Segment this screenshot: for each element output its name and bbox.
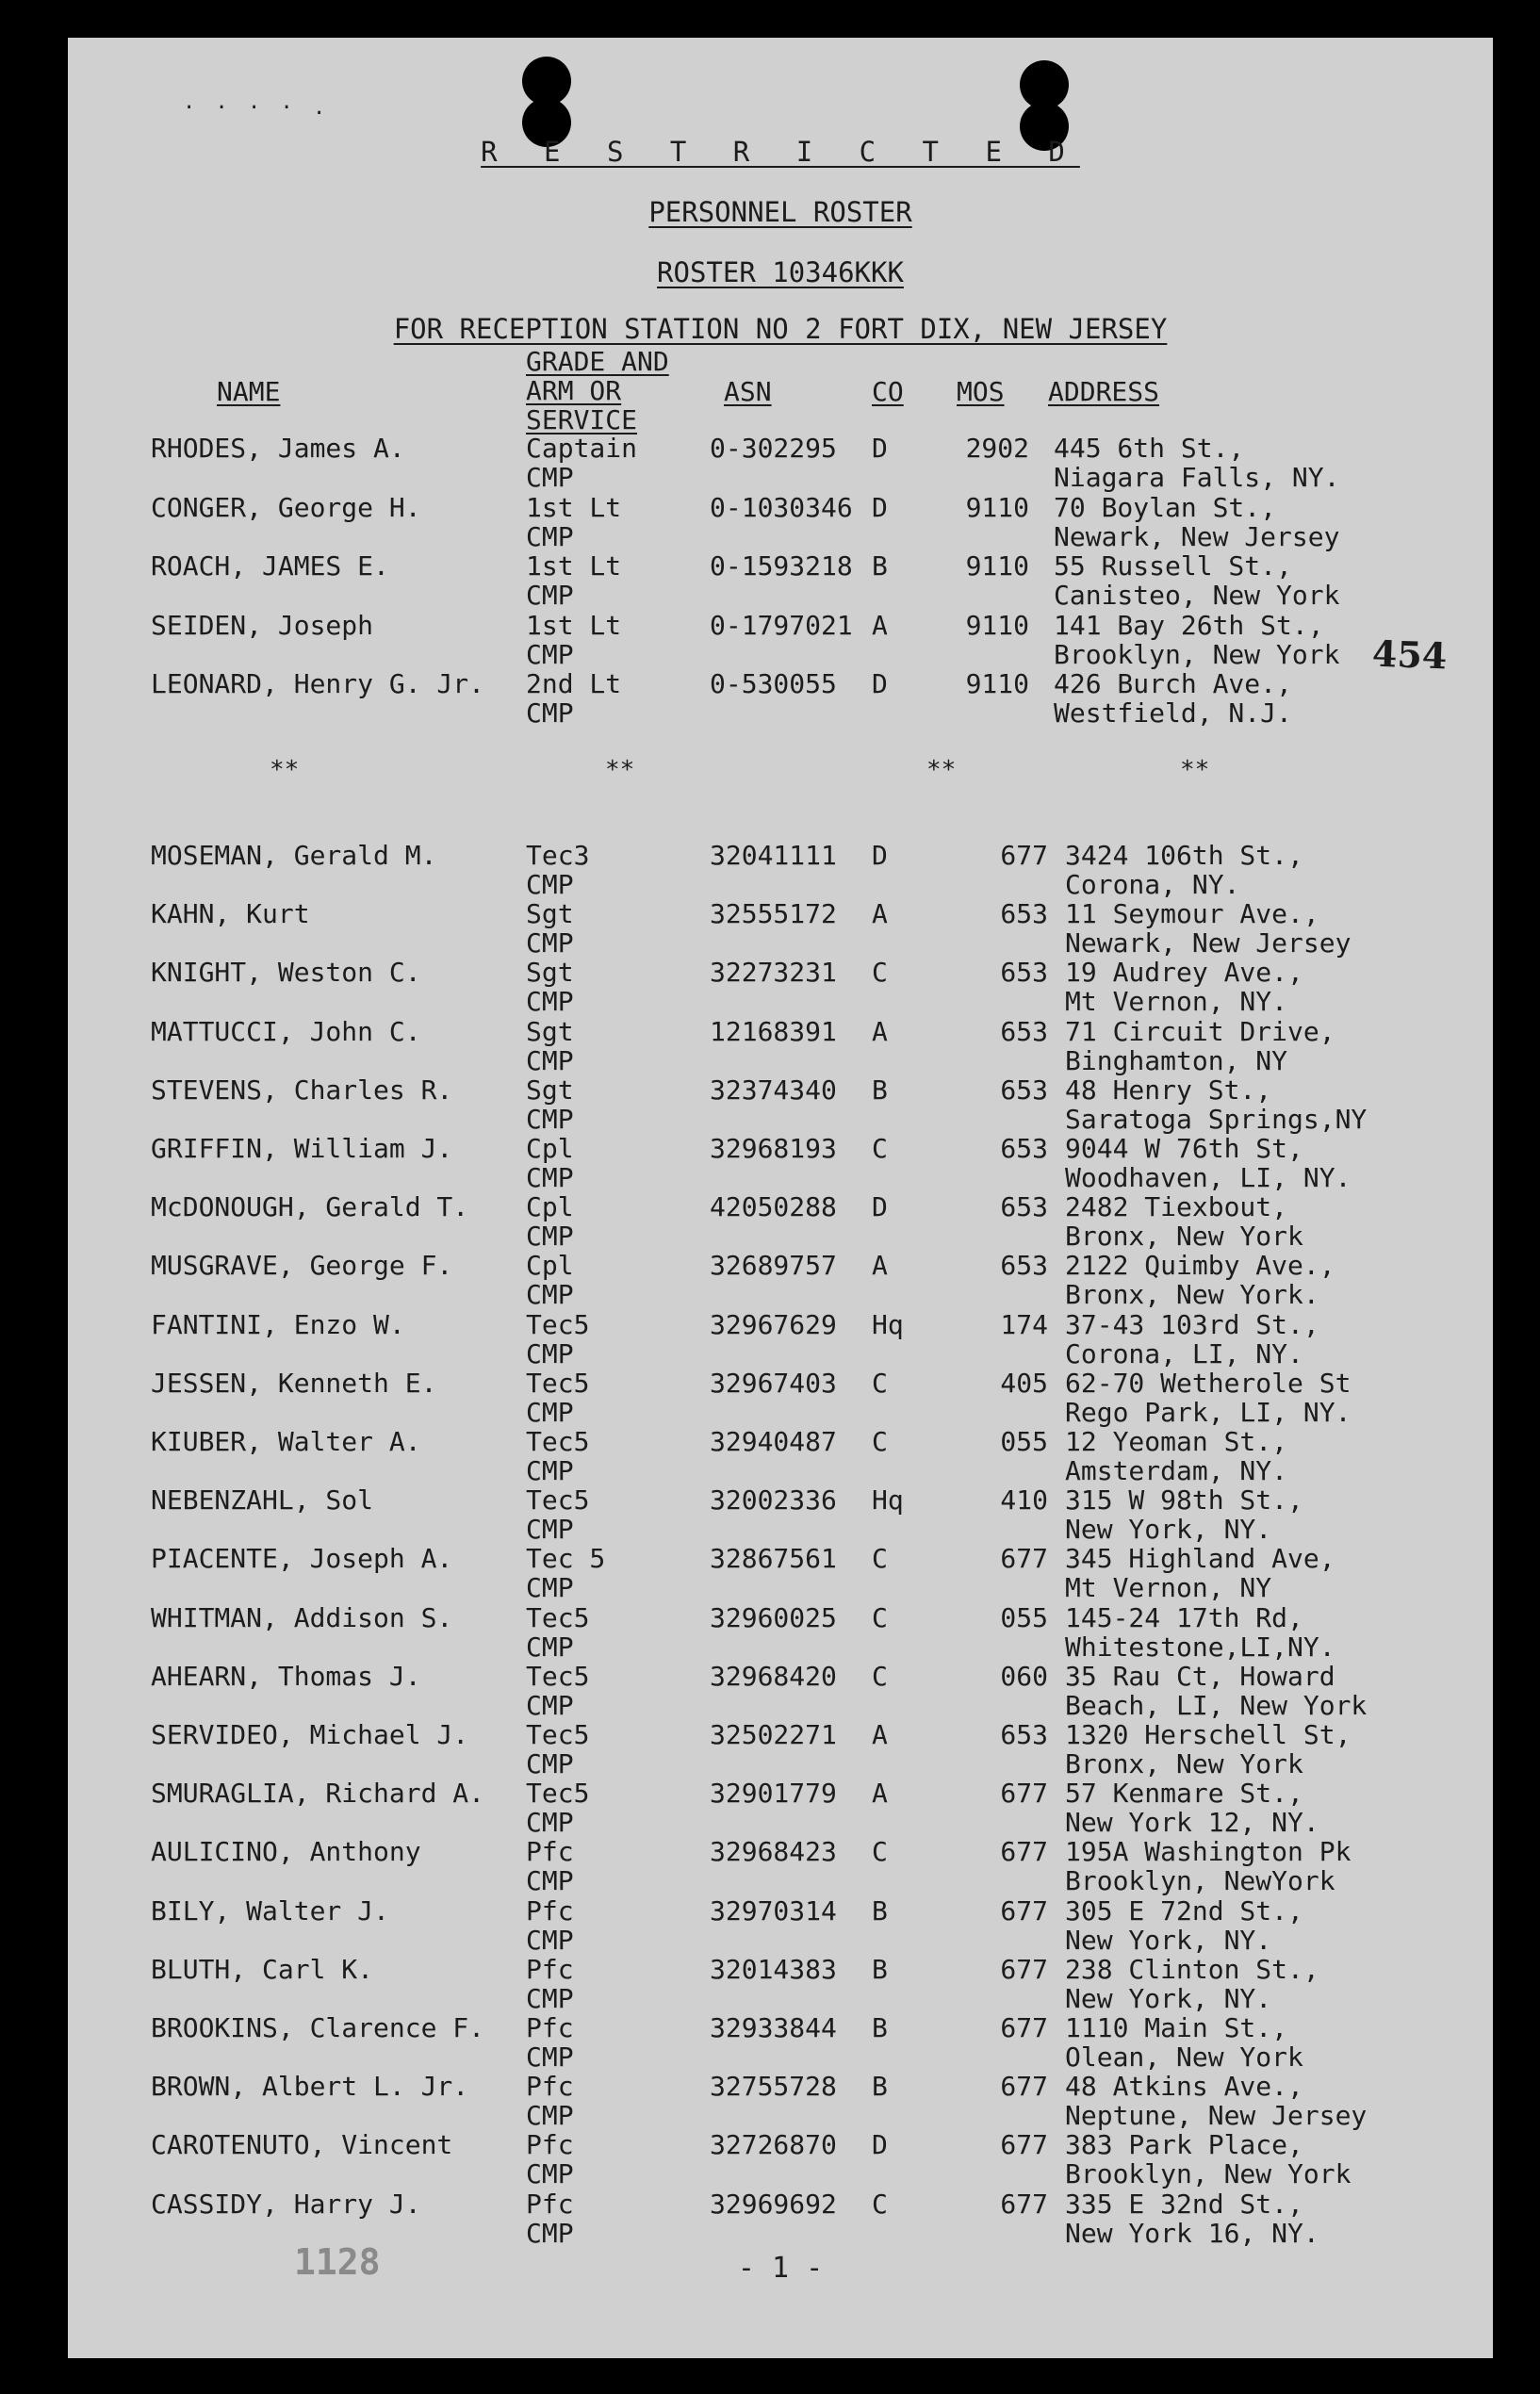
roster-mos: 677	[1000, 1778, 1048, 1810]
roster-mos: 060	[1000, 1660, 1048, 1692]
roster-mos: 653	[1000, 957, 1048, 989]
roster-arm-of-service: CMP	[526, 1514, 574, 1546]
roster-arm-of-service: CMP	[526, 520, 574, 552]
roster-name: FANTINI, Enzo W.	[151, 1308, 405, 1340]
roster-name: SERVIDEO, Michael J.	[151, 1719, 469, 1750]
roster-company: B	[872, 550, 888, 582]
roster-grade: Pfc	[526, 2188, 574, 2220]
roster-arm-of-service: CMP	[526, 927, 574, 959]
roster-mos: 677	[1000, 840, 1048, 871]
roster-company: B	[872, 1894, 888, 1927]
roster-asn: 32967403	[710, 1367, 837, 1399]
roster-address-line2: Mt Vernon, NY	[1065, 1572, 1272, 1604]
roster-name: SMURAGLIA, Richard A.	[151, 1778, 485, 1810]
column-header-mos: MOS	[957, 376, 1005, 407]
roster-arm-of-service: CMP	[526, 869, 574, 900]
roster-address-line1: 11 Seymour Ave.,	[1065, 898, 1319, 930]
roster-company: A	[872, 1719, 888, 1750]
roster-asn: 32967629	[710, 1308, 837, 1340]
roster-mos: 677	[1000, 1953, 1048, 1985]
roster-company: C	[872, 957, 888, 989]
roster-address-line2: Olean, New York	[1065, 2041, 1303, 2073]
roster-company: D	[872, 1191, 888, 1223]
roster-address-line2: Beach, LI, New York	[1065, 1689, 1368, 1721]
roster-asn: 32901779	[710, 1778, 837, 1810]
roster-asn: 32968420	[710, 1660, 837, 1692]
roster-address-line2: Brooklyn, New York	[1065, 2158, 1352, 2190]
roster-name: McDONOUGH, Gerald T.	[151, 1191, 469, 1223]
roster-arm-of-service: CMP	[526, 697, 574, 729]
roster-mos: 9110	[965, 668, 1029, 699]
roster-address-line2: Rego Park, LI, NY.	[1065, 1396, 1352, 1428]
roster-address-line2: Woodhaven, LI, NY.	[1065, 1162, 1352, 1193]
roster-grade: Tec5	[526, 1601, 590, 1633]
roster-mos: 677	[1000, 2012, 1048, 2043]
roster-address-line1: 1320 Herschell St,	[1065, 1719, 1352, 1750]
roster-grade: Tec5	[526, 1426, 590, 1457]
roster-arm-of-service: CMP	[526, 1455, 574, 1486]
roster-address-line2: Neptune, New Jersey	[1065, 2100, 1368, 2132]
roster-address-line2: Mt Vernon, NY.	[1065, 986, 1288, 1018]
roster-asn: 32374340	[710, 1074, 837, 1106]
roster-arm-of-service: CMP	[526, 580, 574, 611]
roster-arm-of-service: CMP	[526, 1221, 574, 1253]
roster-name: KNIGHT, Weston C.	[151, 957, 421, 989]
roster-company: B	[872, 2071, 888, 2103]
roster-grade: Pfc	[526, 2129, 574, 2161]
roster-number: ROSTER 10346KKK	[657, 256, 904, 288]
column-header-asn: ASN	[724, 376, 772, 407]
roster-mos: 653	[1000, 1191, 1048, 1223]
roster-address-line1: 2482 Tiexbout,	[1065, 1191, 1288, 1223]
roster-address-line2: Bronx, New York.	[1065, 1279, 1319, 1311]
roster-asn: 32940487	[710, 1426, 837, 1457]
roster-address-line1: 3424 106th St.,	[1065, 840, 1303, 871]
roster-name: SEIDEN, Joseph	[151, 609, 374, 641]
roster-arm-of-service: CMP	[526, 1865, 574, 1897]
roster-asn: 0-1030346	[710, 491, 853, 523]
roster-arm-of-service: CMP	[526, 986, 574, 1018]
roster-address-line1: 12 Yeoman St.,	[1065, 1426, 1288, 1457]
document-number: 1128	[294, 2241, 381, 2283]
section-separator: **	[605, 756, 635, 784]
roster-name: AHEARN, Thomas J.	[151, 1660, 421, 1692]
roster-address-line1: 19 Audrey Ave.,	[1065, 957, 1303, 989]
roster-name: CAROTENUTO, Vincent	[151, 2129, 453, 2161]
roster-asn: 32014383	[710, 1953, 837, 1985]
roster-grade: Sgt	[526, 898, 574, 930]
roster-address-line2: New York 12, NY.	[1065, 1807, 1319, 1839]
roster-company: C	[872, 1601, 888, 1633]
roster-mos: 653	[1000, 1074, 1048, 1106]
roster-grade: Captain	[526, 433, 638, 464]
roster-company: Hq	[872, 1308, 904, 1340]
roster-address-line1: 48 Atkins Ave.,	[1065, 2071, 1303, 2103]
roster-asn: 32726870	[710, 2129, 837, 2161]
roster-address-line2: Newark, New Jersey	[1065, 927, 1352, 959]
roster-arm-of-service: CMP	[526, 2217, 574, 2249]
roster-arm-of-service: CMP	[526, 1924, 574, 1956]
roster-company: C	[872, 1426, 888, 1457]
roster-mos: 2902	[965, 433, 1029, 464]
roster-arm-of-service: CMP	[526, 2100, 574, 2132]
roster-name: BLUTH, Carl K.	[151, 1953, 374, 1985]
roster-asn: 32273231	[710, 957, 837, 989]
roster-name: PIACENTE, Joseph A.	[151, 1543, 453, 1575]
roster-mos: 405	[1000, 1367, 1048, 1399]
roster-address-line1: 9044 W 76th St,	[1065, 1133, 1303, 1164]
roster-arm-of-service: CMP	[526, 1103, 574, 1135]
roster-company: D	[872, 840, 888, 871]
roster-title: PERSONNEL ROSTER	[648, 196, 912, 228]
roster-mos: 055	[1000, 1426, 1048, 1457]
roster-arm-of-service: CMP	[526, 1162, 574, 1193]
roster-mos: 677	[1000, 1894, 1048, 1927]
roster-asn: 0-302295	[710, 433, 837, 464]
roster-address-line1: 383 Park Place,	[1065, 2129, 1303, 2161]
roster-mos: 677	[1000, 1543, 1048, 1575]
roster-address-line2: Whitestone,LI,NY.	[1065, 1631, 1335, 1663]
roster-grade: Tec5	[526, 1719, 590, 1750]
roster-asn: 0-530055	[710, 668, 837, 699]
roster-address-line1: 71 Circuit Drive,	[1065, 1015, 1335, 1047]
ink-specks: · · · · .	[183, 96, 330, 120]
roster-asn: 32968423	[710, 1836, 837, 1868]
roster-company: D	[872, 433, 888, 464]
roster-name: KIUBER, Walter A.	[151, 1426, 421, 1457]
roster-mos: 9110	[965, 491, 1029, 523]
roster-address-line2: Corona, NY.	[1065, 869, 1240, 900]
roster-company: C	[872, 1133, 888, 1164]
roster-address-line2: Bronx, New York	[1065, 1748, 1303, 1779]
roster-arm-of-service: CMP	[526, 2041, 574, 2073]
roster-mos: 653	[1000, 1250, 1048, 1282]
roster-company: C	[872, 1836, 888, 1868]
roster-company: A	[872, 898, 888, 930]
roster-company: Hq	[872, 1484, 904, 1517]
roster-grade: Tec 5	[526, 1543, 606, 1575]
roster-page	[68, 38, 1493, 2358]
unit-heading: FOR RECEPTION STATION NO 2 FORT DIX, NEW JERSEY	[393, 313, 1168, 345]
roster-mos: 653	[1000, 898, 1048, 930]
roster-address-line1: 55 Russell St.,	[1054, 550, 1292, 582]
roster-grade: 2nd Lt	[526, 668, 622, 699]
roster-mos: 677	[1000, 1836, 1048, 1868]
roster-grade: Pfc	[526, 1894, 574, 1927]
roster-grade: Tec5	[526, 1660, 590, 1692]
roster-name: NEBENZAHL, Sol	[151, 1484, 374, 1517]
roster-asn: 42050288	[710, 1191, 837, 1223]
roster-address-line1: 2122 Quimby Ave.,	[1065, 1250, 1335, 1282]
roster-address-line1: 195A Washington Pk	[1065, 1836, 1352, 1868]
roster-asn: 32002336	[710, 1484, 837, 1517]
roster-asn: 32867561	[710, 1543, 837, 1575]
column-header-grade: GRADE AND ARM OR SERVICE	[526, 346, 669, 435]
roster-grade: 1st Lt	[526, 491, 622, 523]
roster-company: A	[872, 1015, 888, 1047]
roster-company: A	[872, 1250, 888, 1282]
roster-asn: 32969692	[710, 2188, 837, 2220]
roster-address-line1: 1110 Main St.,	[1065, 2012, 1288, 2043]
roster-name: CASSIDY, Harry J.	[151, 2188, 421, 2220]
roster-arm-of-service: CMP	[526, 1044, 574, 1076]
roster-mos: 055	[1000, 1601, 1048, 1633]
roster-address-line2: Amsterdam, NY.	[1065, 1455, 1288, 1486]
roster-address-line1: 335 E 32nd St.,	[1065, 2188, 1303, 2220]
page-number: - 1 -	[737, 2252, 824, 2285]
roster-name: RHODES, James A.	[151, 433, 405, 464]
roster-name: BILY, Walter J.	[151, 1894, 389, 1927]
roster-address-line2: Corona, LI, NY.	[1065, 1337, 1303, 1369]
roster-arm-of-service: CMP	[526, 1279, 574, 1311]
roster-name: WHITMAN, Addison S.	[151, 1601, 453, 1633]
roster-name: MOSEMAN, Gerald M.	[151, 840, 437, 871]
roster-asn: 32689757	[710, 1250, 837, 1282]
page-stamp-number: 454	[1371, 631, 1449, 678]
roster-grade: Pfc	[526, 2071, 574, 2103]
roster-address-line1: 37-43 103rd St.,	[1065, 1308, 1319, 1340]
roster-name: STEVENS, Charles R.	[151, 1074, 453, 1106]
roster-arm-of-service: CMP	[526, 2158, 574, 2190]
roster-asn: 32041111	[710, 840, 837, 871]
roster-grade: 1st Lt	[526, 550, 622, 582]
roster-address-line2: Canisteo, New York	[1054, 580, 1340, 611]
roster-asn: 32502271	[710, 1719, 837, 1750]
roster-company: A	[872, 609, 888, 641]
roster-mos: 174	[1000, 1308, 1048, 1340]
roster-address-line1: 48 Henry St.,	[1065, 1074, 1272, 1106]
roster-company: B	[872, 2012, 888, 2043]
roster-company: C	[872, 1543, 888, 1575]
roster-company: C	[872, 1660, 888, 1692]
roster-address-line1: 238 Clinton St.,	[1065, 1953, 1319, 1985]
roster-grade: Cpl	[526, 1191, 574, 1223]
roster-asn: 0-1593218	[710, 550, 853, 582]
roster-grade: Cpl	[526, 1133, 574, 1164]
roster-arm-of-service: CMP	[526, 1748, 574, 1779]
roster-name: BROOKINS, Clarence F.	[151, 2012, 485, 2043]
roster-asn: 32555172	[710, 898, 837, 930]
roster-grade: Tec3	[526, 840, 590, 871]
roster-company: C	[872, 1367, 888, 1399]
roster-arm-of-service: CMP	[526, 1807, 574, 1839]
roster-asn: 32755728	[710, 2071, 837, 2103]
column-header-name: NAME	[217, 376, 281, 407]
roster-name: BROWN, Albert L. Jr.	[151, 2071, 469, 2103]
roster-address-line1: 426 Burch Ave.,	[1054, 668, 1292, 699]
roster-address-line2: Brooklyn, New York	[1054, 638, 1340, 670]
roster-mos: 653	[1000, 1719, 1048, 1750]
classification-heading: R E S T R I C T E D	[481, 136, 1080, 168]
roster-mos: 653	[1000, 1133, 1048, 1164]
section-separator: **	[1180, 756, 1210, 784]
roster-address-line1: 345 Highland Ave,	[1065, 1543, 1335, 1575]
roster-grade: Sgt	[526, 1015, 574, 1047]
roster-company: B	[872, 1953, 888, 1985]
section-separator: **	[270, 756, 300, 784]
roster-address-line2: Saratoga Springs,NY	[1065, 1103, 1368, 1135]
roster-grade: Tec5	[526, 1484, 590, 1517]
roster-address-line2: Brooklyn, NewYork	[1065, 1865, 1335, 1897]
roster-company: D	[872, 2129, 888, 2161]
roster-arm-of-service: CMP	[526, 462, 574, 493]
roster-asn: 12168391	[710, 1015, 837, 1047]
roster-arm-of-service: CMP	[526, 1396, 574, 1428]
roster-arm-of-service: CMP	[526, 1337, 574, 1369]
roster-grade: Pfc	[526, 2012, 574, 2043]
roster-asn: 32968193	[710, 1133, 837, 1164]
roster-mos: 653	[1000, 1015, 1048, 1047]
column-header-co: CO	[872, 376, 904, 407]
roster-mos: 410	[1000, 1484, 1048, 1517]
roster-asn: 32933844	[710, 2012, 837, 2043]
roster-company: C	[872, 2188, 888, 2220]
roster-mos: 9110	[965, 550, 1029, 582]
column-header-address: ADDRESS	[1048, 376, 1160, 407]
roster-name: MATTUCCI, John C.	[151, 1015, 421, 1047]
roster-address-line2: Bronx, New York	[1065, 1221, 1303, 1253]
roster-name: JESSEN, Kenneth E.	[151, 1367, 437, 1399]
roster-address-line2: New York, NY.	[1065, 1982, 1272, 2014]
roster-grade: 1st Lt	[526, 609, 622, 641]
roster-arm-of-service: CMP	[526, 1631, 574, 1663]
roster-address-line2: New York, NY.	[1065, 1514, 1272, 1546]
roster-address-line2: Westfield, N.J.	[1054, 697, 1292, 729]
roster-arm-of-service: CMP	[526, 1982, 574, 2014]
roster-grade: Cpl	[526, 1250, 574, 1282]
roster-address-line1: 315 W 98th St.,	[1065, 1484, 1303, 1517]
roster-address-line1: 70 Boylan St.,	[1054, 491, 1277, 523]
roster-mos: 677	[1000, 2071, 1048, 2103]
roster-mos: 9110	[965, 609, 1029, 641]
roster-name: KAHN, Kurt	[151, 898, 310, 930]
roster-name: CONGER, George H.	[151, 491, 421, 523]
roster-address-line1: 35 Rau Ct, Howard	[1065, 1660, 1335, 1692]
roster-mos: 677	[1000, 2188, 1048, 2220]
roster-asn: 32960025	[710, 1601, 837, 1633]
roster-asn: 32970314	[710, 1894, 837, 1927]
roster-address-line2: Newark, New Jersey	[1054, 520, 1340, 552]
roster-grade: Sgt	[526, 957, 574, 989]
roster-arm-of-service: CMP	[526, 1689, 574, 1721]
roster-name: ROACH, JAMES E.	[151, 550, 389, 582]
roster-name: LEONARD, Henry G. Jr.	[151, 668, 485, 699]
roster-address-line1: 57 Kenmare St.,	[1065, 1778, 1303, 1810]
roster-asn: 0-1797021	[710, 609, 853, 641]
roster-arm-of-service: CMP	[526, 638, 574, 670]
roster-company: D	[872, 668, 888, 699]
roster-address-line1: 305 E 72nd St.,	[1065, 1894, 1303, 1927]
roster-address-line1: 445 6th St.,	[1054, 433, 1245, 464]
roster-grade: Tec5	[526, 1308, 590, 1340]
roster-address-line2: Binghamton, NY	[1065, 1044, 1288, 1076]
roster-address-line2: Niagara Falls, NY.	[1054, 462, 1340, 493]
roster-grade: Tec5	[526, 1778, 590, 1810]
roster-address-line1: 62-70 Wetherole St	[1065, 1367, 1352, 1399]
roster-company: A	[872, 1778, 888, 1810]
roster-arm-of-service: CMP	[526, 1572, 574, 1604]
roster-grade: Sgt	[526, 1074, 574, 1106]
roster-grade: Tec5	[526, 1367, 590, 1399]
section-separator: **	[926, 756, 957, 784]
roster-address-line1: 145-24 17th Rd,	[1065, 1601, 1303, 1633]
roster-mos: 677	[1000, 2129, 1048, 2161]
roster-grade: Pfc	[526, 1953, 574, 1985]
roster-name: AULICINO, Anthony	[151, 1836, 421, 1868]
roster-company: D	[872, 491, 888, 523]
roster-name: GRIFFIN, William J.	[151, 1133, 453, 1164]
roster-grade: Pfc	[526, 1836, 574, 1868]
roster-address-line2: New York, NY.	[1065, 1924, 1272, 1956]
roster-company: B	[872, 1074, 888, 1106]
roster-name: MUSGRAVE, George F.	[151, 1250, 453, 1282]
roster-address-line2: New York 16, NY.	[1065, 2217, 1319, 2249]
roster-address-line1: 141 Bay 26th St.,	[1054, 609, 1324, 641]
